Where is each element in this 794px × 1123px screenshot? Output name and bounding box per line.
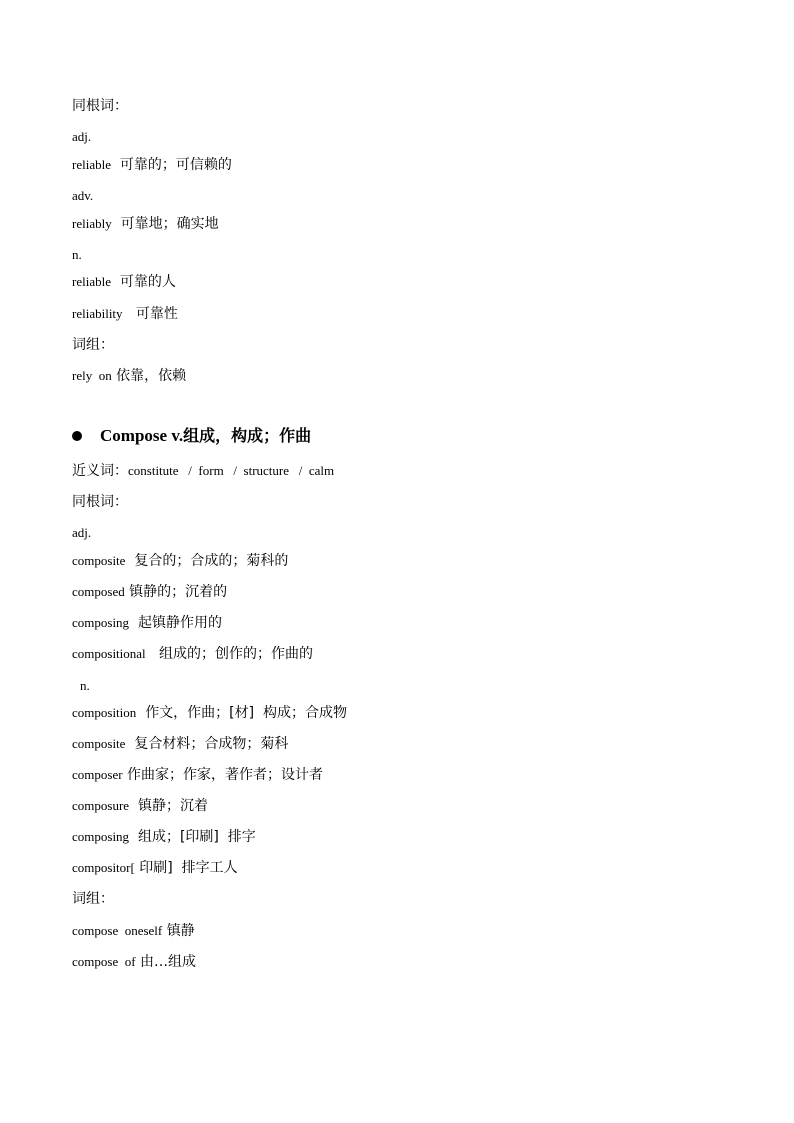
phrase-word: rely on xyxy=(72,368,112,383)
bullet-icon xyxy=(72,431,82,441)
entry-meaning: 可靠性 xyxy=(135,306,178,322)
heading-pos: v. xyxy=(171,426,184,445)
phrase-word: compose oneself xyxy=(72,923,163,938)
entry-line xyxy=(72,215,219,233)
entry-line xyxy=(72,552,288,570)
pos-label-adv: adv. xyxy=(72,188,94,203)
entry-word: composition xyxy=(72,705,137,720)
heading-text xyxy=(100,425,311,447)
entry-line xyxy=(72,797,208,815)
entry-line xyxy=(72,273,176,291)
cognates-label: 同根词： xyxy=(72,494,128,510)
entry-meaning: 印刷] 排字工人 xyxy=(139,860,238,876)
entry-meaning: 起镇静作用的 xyxy=(137,615,222,631)
entry-word: composed xyxy=(72,584,125,599)
pos-label-n: n. xyxy=(72,247,82,262)
heading-meaning: 组成，构成；作曲 xyxy=(183,426,312,445)
entry-word: composure xyxy=(72,798,130,813)
entry-meaning: 可靠的；可信赖的 xyxy=(119,157,232,173)
entry-line xyxy=(72,704,347,722)
entry-word: compositor[ xyxy=(72,860,135,875)
entry-word: reliable xyxy=(72,157,111,172)
entry-meaning: 可靠的人 xyxy=(119,274,176,290)
entry-word: composing xyxy=(72,829,130,844)
pos-label-adj: adj. xyxy=(72,525,92,540)
entry-meaning: 作曲家；作家，著作者；设计者 xyxy=(127,767,323,783)
entry-word: composite xyxy=(72,553,126,568)
entry-meaning: 复合材料；合成物；菊科 xyxy=(134,736,289,752)
synonyms-list: constitute / form / structure / calm xyxy=(128,463,335,478)
cognates-label: 同根词： xyxy=(72,98,128,114)
entry-word: reliability xyxy=(72,306,123,321)
entry-meaning: 组成；[印刷] 排字 xyxy=(137,829,256,845)
pos-label-adj: adj. xyxy=(72,129,92,144)
synonyms-label: 近义词： xyxy=(72,463,128,479)
entry-meaning: 作文，作曲；[材] 构成；合成物 xyxy=(145,705,348,721)
entry-line xyxy=(72,614,222,632)
entry-word: composite xyxy=(72,736,126,751)
entry-line xyxy=(72,766,323,784)
entry-meaning: 镇静的；沉着的 xyxy=(129,584,228,600)
pos-label-n: n. xyxy=(80,678,90,693)
entry-word: reliably xyxy=(72,216,112,231)
phrase-line xyxy=(72,922,195,940)
entry-meaning: 可靠地；确实地 xyxy=(120,216,219,232)
entry-line xyxy=(72,156,232,174)
entry-line xyxy=(72,305,178,323)
entry-line xyxy=(72,859,238,877)
entry-line xyxy=(72,735,288,753)
entry-meaning: 复合的；合成的；菊科的 xyxy=(134,553,289,569)
synonyms-line xyxy=(72,462,334,480)
phrase-line xyxy=(72,953,196,971)
entry-meaning: 镇静；沉着 xyxy=(137,798,208,814)
phrases-label: 词组： xyxy=(72,891,114,907)
phrase-meaning: 依靠，依赖 xyxy=(116,368,187,384)
entry-line xyxy=(72,828,256,846)
word-heading xyxy=(72,425,311,447)
entry-line xyxy=(72,645,313,663)
phrases-label: 词组： xyxy=(72,337,114,353)
entry-word: composing xyxy=(72,615,130,630)
entry-word: compositional xyxy=(72,646,146,661)
phrase-word: compose of xyxy=(72,954,136,969)
entry-word: reliable xyxy=(72,274,111,289)
phrase-meaning: 由…组成 xyxy=(140,954,196,970)
phrase-meaning: 镇静 xyxy=(166,923,195,939)
entry-line xyxy=(72,583,227,601)
entry-word: composer xyxy=(72,767,123,782)
phrase-line xyxy=(72,367,186,385)
heading-word: Compose xyxy=(100,426,168,445)
entry-meaning: 组成的；创作的；作曲的 xyxy=(159,646,314,662)
